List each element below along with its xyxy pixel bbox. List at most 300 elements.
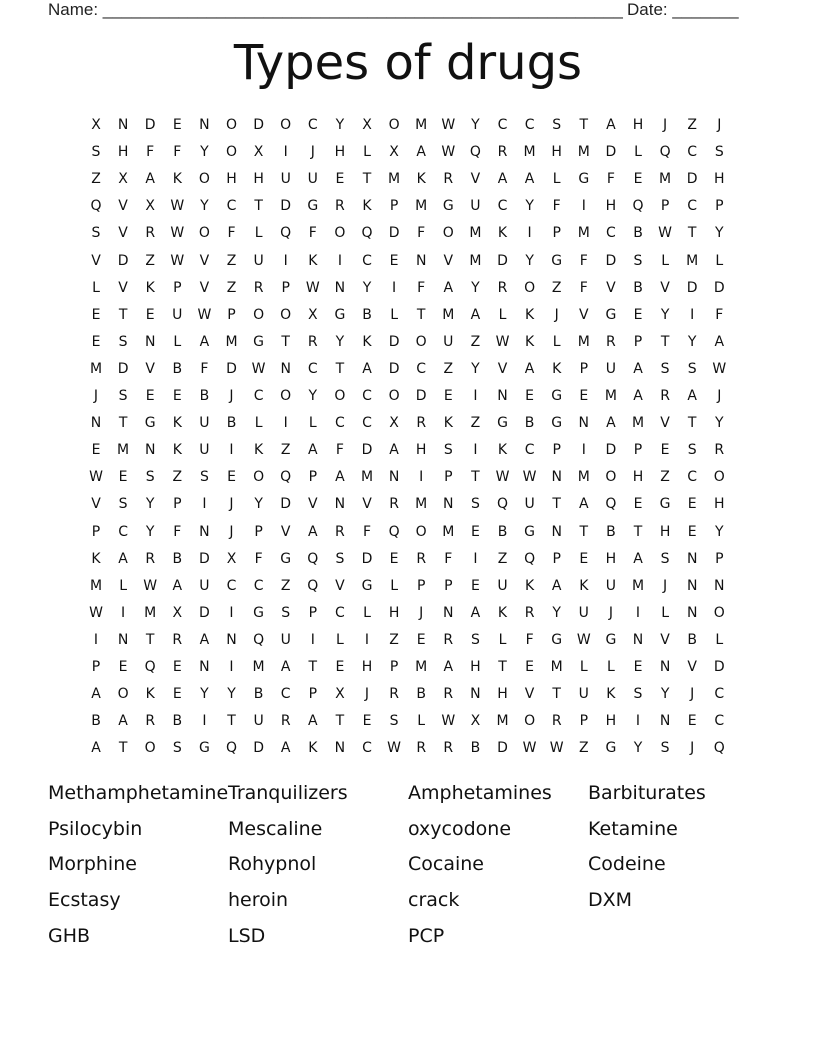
grid-letter: K: [497, 225, 508, 242]
grid-letter: C: [714, 713, 725, 730]
grid-letter: C: [687, 469, 698, 486]
grid-letter: D: [388, 333, 400, 350]
grid-letter: G: [605, 306, 617, 323]
grid-letter: H: [388, 604, 400, 621]
grid-letter: O: [415, 333, 427, 350]
grid-letter: N: [659, 713, 671, 730]
word-list-item: Rohypnol: [228, 853, 317, 876]
grid-letter: N: [90, 415, 102, 432]
grid-letter: W: [495, 333, 510, 350]
grid-letter: N: [470, 686, 481, 703]
grid-letter: Q: [307, 577, 319, 594]
grid-letter: A: [714, 333, 725, 350]
grid-letter: Z: [91, 171, 101, 188]
grid-letter: K: [91, 550, 101, 567]
grid-letter: Q: [496, 496, 509, 513]
grid-letter: C: [497, 117, 508, 133]
grid-letter: L: [335, 631, 344, 648]
grid-letter: Q: [307, 550, 319, 567]
grid-letter: L: [173, 333, 182, 350]
grid-letter: I: [310, 631, 315, 648]
grid-letter: V: [497, 360, 508, 377]
grid-letter: W: [89, 469, 103, 486]
grid-letter: T: [308, 659, 318, 675]
grid-letter: R: [443, 631, 454, 648]
grid-letter: V: [118, 279, 128, 296]
grid-letter: N: [686, 577, 698, 594]
word-list-item: Ketamine: [588, 817, 678, 840]
grid-letter: H: [117, 144, 129, 161]
grid-letter: M: [496, 713, 509, 730]
grid-letter: E: [91, 306, 101, 323]
grid-letter: U: [172, 306, 183, 323]
grid-letter: V: [606, 279, 616, 296]
grid-letter: A: [335, 469, 345, 486]
grid-letter: C: [307, 360, 318, 377]
grid-letter: X: [362, 117, 372, 133]
grid-letter: H: [632, 117, 644, 133]
grid-letter: M: [523, 144, 536, 161]
grid-letter: S: [443, 442, 453, 459]
grid-letter: X: [308, 306, 318, 323]
grid-letter: V: [524, 686, 535, 703]
grid-letter: W: [305, 279, 320, 296]
grid-letter: N: [443, 604, 454, 621]
grid-letter: T: [552, 496, 561, 513]
grid-letter: S: [660, 550, 670, 567]
grid-letter: P: [552, 550, 561, 567]
grid-letter: L: [92, 279, 100, 296]
grid-letter: Z: [389, 631, 399, 648]
grid-letter: N: [280, 360, 291, 377]
grid-letter: E: [389, 252, 399, 269]
grid-letter: I: [473, 388, 478, 404]
grid-letter: J: [717, 388, 722, 404]
grid-letter: K: [525, 577, 535, 594]
grid-letter: C: [118, 523, 128, 540]
header-line: [48, 0, 748, 20]
word-list-item: Cocaine: [408, 853, 484, 876]
grid-letter: Y: [362, 279, 372, 296]
grid-letter: W: [170, 225, 185, 242]
grid-letter: O: [198, 225, 210, 242]
grid-letter: A: [470, 604, 481, 621]
grid-letter: I: [202, 713, 207, 730]
grid-letter: I: [635, 604, 641, 621]
grid-letter: I: [473, 442, 478, 459]
grid-letter: N: [632, 631, 644, 648]
grid-letter: P: [308, 604, 318, 621]
grid-letter: O: [524, 713, 536, 730]
grid-letter: B: [226, 415, 237, 432]
grid-letter: E: [579, 550, 589, 567]
grid-letter: E: [362, 713, 372, 730]
grid-letter: M: [469, 225, 482, 242]
grid-letter: E: [416, 631, 426, 648]
grid-letter: N: [388, 469, 400, 486]
grid-letter: L: [606, 659, 615, 675]
grid-letter: V: [687, 659, 697, 675]
grid-letter: L: [417, 713, 426, 730]
grid-letter: X: [253, 144, 264, 161]
grid-letter: D: [253, 117, 264, 133]
grid-letter: D: [686, 171, 698, 188]
grid-letter: B: [606, 523, 616, 540]
grid-letter: E: [172, 686, 182, 703]
word-list-item: Codeine: [588, 853, 666, 876]
grid-letter: M: [144, 604, 157, 621]
grid-letter: E: [525, 388, 535, 404]
grid-letter: I: [283, 252, 288, 269]
grid-letter: S: [470, 631, 480, 648]
grid-letter: L: [254, 415, 263, 432]
grid-letter: N: [659, 659, 671, 675]
grid-letter: K: [525, 333, 535, 350]
grid-letter: G: [578, 171, 590, 188]
grid-letter: G: [307, 198, 319, 215]
grid-letter: Y: [687, 333, 697, 350]
grid-letter: J: [229, 388, 234, 404]
grid-letter: I: [229, 659, 234, 675]
grid-letter: C: [226, 198, 237, 215]
grid-letter: M: [631, 415, 645, 432]
grid-letter: I: [93, 631, 99, 648]
grid-letter: C: [362, 415, 372, 432]
grid-letter: Y: [660, 306, 670, 323]
grid-letter: A: [470, 306, 481, 323]
grid-letter: M: [415, 496, 428, 513]
grid-letter: C: [416, 360, 427, 377]
grid-letter: F: [444, 550, 453, 567]
grid-letter: K: [172, 415, 182, 432]
grid-letter: B: [91, 713, 101, 730]
grid-letter: V: [308, 496, 318, 513]
grid-letter: N: [334, 279, 346, 296]
grid-letter: P: [715, 550, 724, 567]
grid-letter: Q: [280, 469, 292, 486]
grid-letter: U: [578, 686, 589, 703]
grid-letter: L: [661, 604, 669, 621]
grid-letter: U: [497, 577, 508, 594]
grid-letter: Y: [335, 117, 345, 133]
grid-letter: O: [442, 225, 454, 242]
grid-letter: E: [660, 442, 670, 459]
grid-letter: A: [172, 577, 183, 594]
grid-letter: N: [144, 333, 156, 350]
grid-letter: B: [172, 360, 183, 377]
grid-letter: Q: [632, 198, 644, 215]
grid-letter: G: [524, 523, 536, 540]
grid-letter: N: [334, 496, 346, 513]
grid-letter: R: [145, 225, 156, 242]
grid-letter: Z: [579, 740, 589, 757]
grid-letter: W: [441, 713, 456, 730]
grid-letter: Y: [715, 523, 724, 540]
grid-letter: U: [443, 333, 454, 350]
grid-letter: D: [226, 360, 237, 377]
grid-letter: D: [117, 360, 129, 377]
word-list-item: Mescaline: [228, 817, 323, 840]
grid-letter: A: [362, 360, 372, 377]
grid-letter: S: [714, 144, 724, 161]
grid-letter: N: [415, 252, 427, 269]
grid-letter: B: [497, 523, 508, 540]
grid-letter: G: [144, 415, 156, 432]
word-list-item: LSD: [228, 924, 266, 947]
grid-letter: C: [524, 117, 535, 133]
grid-letter: D: [415, 388, 427, 404]
word-list-item: Amphetamines: [408, 782, 552, 804]
grid-letter: F: [525, 631, 534, 648]
grid-letter: O: [334, 225, 346, 242]
grid-letter: N: [199, 117, 210, 133]
grid-letter: S: [633, 252, 643, 269]
grid-letter: P: [579, 360, 589, 377]
grid-letter: B: [362, 306, 372, 323]
grid-letter: W: [251, 360, 266, 377]
grid-letter: I: [527, 225, 532, 242]
grid-letter: T: [660, 333, 670, 350]
grid-letter: S: [660, 360, 670, 377]
grid-letter: X: [91, 117, 101, 133]
grid-letter: D: [117, 252, 129, 269]
grid-letter: A: [145, 171, 155, 188]
grid-letter: C: [524, 442, 535, 459]
grid-letter: G: [605, 740, 617, 757]
grid-letter: T: [118, 306, 128, 323]
grid-letter: Z: [660, 469, 670, 486]
grid-letter: F: [417, 225, 426, 242]
grid-letter: H: [551, 144, 562, 161]
grid-letter: B: [199, 388, 210, 404]
grid-letter: D: [361, 550, 373, 567]
grid-letter: E: [335, 171, 345, 188]
grid-letter: T: [335, 713, 345, 730]
grid-letter: Z: [280, 577, 291, 594]
grid-letter: D: [388, 360, 400, 377]
grid-letter: O: [253, 469, 265, 486]
grid-letter: E: [687, 713, 697, 730]
grid-letter: J: [690, 686, 695, 703]
grid-letter: Y: [633, 740, 643, 757]
grid-letter: E: [470, 577, 480, 594]
grid-letter: T: [281, 333, 290, 350]
grid-letter: P: [227, 306, 236, 323]
grid-letter: J: [229, 523, 234, 540]
grid-letter: D: [280, 496, 292, 513]
grid-letter: G: [198, 740, 210, 757]
grid-letter: K: [145, 686, 155, 703]
grid-letter: J: [717, 117, 722, 133]
grid-letter: D: [686, 279, 698, 296]
grid-letter: B: [524, 415, 535, 432]
grid-letter: Y: [145, 523, 155, 540]
grid-letter: V: [660, 631, 670, 648]
grid-letter: W: [197, 306, 212, 323]
grid-letter: R: [443, 171, 454, 188]
grid-letter: C: [280, 686, 291, 703]
grid-letter: D: [253, 740, 264, 757]
grid-letter: M: [360, 469, 374, 486]
grid-letter: S: [91, 225, 101, 242]
grid-letter: R: [443, 686, 454, 703]
grid-letter: F: [715, 306, 724, 323]
grid-letter: K: [497, 604, 508, 621]
grid-letter: I: [635, 713, 641, 730]
grid-letter: E: [525, 659, 535, 675]
grid-letter: D: [713, 279, 725, 296]
grid-letter: B: [253, 686, 264, 703]
grid-letter: S: [470, 496, 480, 513]
grid-letter: U: [199, 577, 210, 594]
grid-letter: W: [387, 740, 402, 757]
grid-letter: M: [604, 388, 617, 404]
grid-letter: E: [443, 388, 453, 404]
grid-letter: G: [551, 252, 563, 269]
grid-letter: L: [661, 252, 669, 269]
grid-letter: T: [118, 415, 128, 432]
grid-letter: H: [226, 171, 237, 188]
word-list-item: DXM: [588, 889, 633, 912]
grid-letter: M: [550, 659, 563, 675]
grid-letter: M: [442, 306, 455, 323]
grid-letter: E: [687, 523, 697, 540]
grid-letter: X: [389, 144, 399, 161]
grid-letter: G: [551, 415, 563, 432]
grid-letter: L: [390, 577, 398, 594]
grid-letter: M: [577, 144, 590, 161]
grid-letter: E: [118, 659, 128, 675]
grid-letter: N: [686, 604, 698, 621]
grid-letter: V: [118, 198, 128, 215]
grid-letter: R: [551, 713, 562, 730]
grid-letter: K: [362, 333, 372, 350]
grid-letter: M: [469, 252, 482, 269]
grid-letter: K: [525, 306, 535, 323]
grid-letter: M: [686, 252, 699, 269]
grid-letter: W: [495, 469, 510, 486]
word-list-item: PCP: [408, 924, 445, 947]
grid-letter: V: [91, 496, 101, 513]
grid-letter: N: [334, 740, 346, 757]
grid-letter: A: [579, 496, 589, 513]
grid-letter: T: [416, 306, 426, 323]
grid-letter: T: [227, 713, 236, 730]
grid-letter: F: [146, 144, 155, 161]
grid-letter: E: [145, 306, 155, 323]
grid-letter: Y: [200, 198, 209, 215]
grid-letter: A: [524, 171, 535, 188]
grid-letter: C: [714, 686, 725, 703]
grid-letter: J: [229, 496, 234, 513]
grid-letter: S: [172, 740, 182, 757]
grid-letter: S: [145, 469, 155, 486]
grid-letter: C: [606, 225, 616, 242]
grid-letter: V: [660, 279, 670, 296]
grid-letter: G: [253, 333, 265, 350]
grid-letter: Y: [660, 686, 670, 703]
grid-letter: L: [552, 171, 561, 188]
grid-letter: M: [415, 659, 428, 675]
grid-letter: T: [335, 360, 345, 377]
grid-letter: T: [254, 198, 263, 215]
grid-letter: S: [91, 144, 101, 161]
grid-letter: Q: [469, 144, 481, 161]
grid-letter: P: [552, 442, 561, 459]
grid-letter: E: [91, 442, 101, 459]
grid-letter: K: [254, 442, 264, 459]
grid-letter: U: [605, 360, 617, 377]
grid-letter: P: [254, 523, 263, 540]
grid-letter: A: [280, 740, 291, 757]
grid-letter: U: [578, 604, 589, 621]
grid-letter: A: [199, 333, 210, 350]
grid-letter: L: [254, 225, 263, 242]
grid-letter: I: [581, 198, 586, 215]
grid-letter: M: [442, 523, 455, 540]
grid-letter: Q: [388, 523, 400, 540]
grid-letter: Y: [471, 360, 480, 377]
grid-letter: J: [608, 604, 613, 621]
grid-letter: S: [633, 686, 643, 703]
grid-letter: K: [172, 171, 182, 188]
grid-letter: R: [524, 604, 535, 621]
grid-letter: V: [145, 360, 155, 377]
grid-letter: Z: [145, 252, 155, 269]
grid-letter: P: [308, 469, 318, 486]
grid-letter: F: [173, 523, 182, 540]
grid-letter: P: [579, 713, 589, 730]
grid-letter: X: [335, 686, 345, 703]
grid-letter: M: [415, 198, 428, 215]
grid-letter: S: [335, 550, 345, 567]
grid-letter: E: [118, 469, 128, 486]
grid-letter: A: [91, 740, 101, 757]
grid-letter: I: [473, 550, 478, 567]
grid-letter: P: [552, 225, 561, 242]
grid-letter: F: [335, 442, 344, 459]
grid-letter: H: [470, 659, 481, 675]
grid-letter: L: [498, 306, 507, 323]
grid-letter: P: [715, 198, 724, 215]
grid-letter: B: [687, 631, 697, 648]
grid-letter: A: [606, 117, 616, 133]
grid-letter: K: [362, 198, 372, 215]
grid-letter: F: [579, 279, 588, 296]
grid-letter: Y: [471, 279, 480, 296]
grid-letter: E: [91, 333, 101, 350]
grid-letter: W: [170, 252, 185, 269]
grid-letter: L: [308, 415, 317, 432]
grid-letter: F: [417, 279, 426, 296]
grid-letter: D: [497, 740, 508, 757]
grid-letter: J: [554, 306, 559, 323]
grid-letter: A: [308, 442, 318, 459]
grid-letter: A: [416, 144, 426, 161]
grid-letter: R: [389, 686, 399, 703]
grid-letter: Z: [226, 279, 237, 296]
grid-letter: M: [631, 577, 645, 594]
grid-letter: O: [388, 388, 400, 404]
grid-letter: H: [714, 171, 725, 188]
grid-letter: F: [606, 171, 615, 188]
grid-letter: Q: [605, 496, 617, 513]
grid-letter: K: [172, 442, 182, 459]
grid-letter: A: [118, 713, 128, 730]
grid-letter: F: [254, 550, 263, 567]
grid-letter: D: [199, 604, 210, 621]
grid-letter: N: [686, 550, 698, 567]
